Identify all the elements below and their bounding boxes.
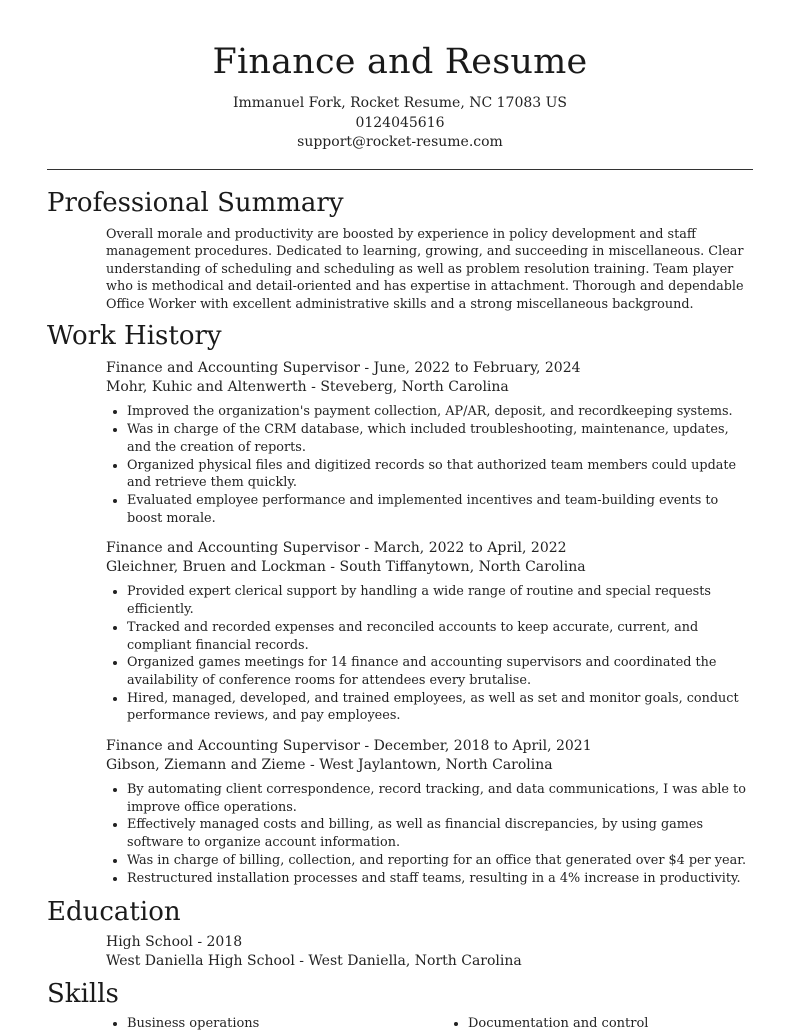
skill-item: • Documentation and control (468, 1015, 788, 1033)
job-entry (106, 539, 748, 725)
work-history-heading: Work History (47, 321, 222, 352)
job-entry (106, 737, 748, 887)
job-title-line: Finance and Accounting Supervisor - June, 2022 to February, 2024 (106, 360, 581, 377)
job-company-line: Mohr, Kuhic and Altenwerth - Steveberg, North Carolina (106, 379, 509, 396)
contact-email: support@rocket-resume.com (297, 134, 503, 150)
job-entry (106, 359, 748, 527)
job-bullet: • Improved the organization's payment collection, AP/AR, deposit, and recordkeeping systems. (127, 403, 748, 421)
skills-column-right (447, 1015, 788, 1033)
job-bullet: • Effectively managed costs and billing, as well as financial discrepancies, by using games software to organize account information. (127, 816, 748, 851)
job-title-line: Finance and Accounting Supervisor - March, 2022 to April, 2022 (106, 540, 567, 557)
job-bullet: • Restructured installation processes and staff teams, resulting in a 4% increase in productivity. (127, 870, 748, 888)
job-bullet: • Organized games meetings for 14 finance and accounting supervisors and coordinated the availability of conference rooms for attendees every brutalise. (127, 654, 748, 689)
contact-block (0, 94, 800, 153)
skills-heading: Skills (47, 979, 119, 1010)
job-bullet: • Evaluated employee performance and implemented incentives and team-building events to boost morale. (127, 492, 748, 527)
skill-item: • Business operations (127, 1015, 447, 1033)
job-bullet: • By automating client correspondence, record tracking, and data communications, I was able to improve office operations. (127, 781, 748, 816)
education-school-line: West Daniella High School - West Daniella, North Carolina (106, 953, 522, 970)
education-section (0, 933, 800, 971)
summary-text: Overall morale and productivity are boosted by experience in policy development and staff management procedures. Dedicated to learning, growing, and succeeding in miscellaneous. Clear understanding of scheduling and scheduling as well as problem resolution training. Team player who is methodical and detail-oriented and has expertise in attachment. Thorough and dependable Office Worker with excellent administrative skills and a strong miscellaneous background. (106, 226, 744, 312)
job-bullet: • Provided expert clerical support by handling a wide range of routine and special requests efficiently. (127, 583, 748, 618)
contact-phone: 0124045616 (355, 114, 445, 131)
job-bullet: • Hired, managed, developed, and trained employees, as well as set and monitor goals, conduct performance reviews, and pay employees. (127, 690, 748, 725)
job-company-line: Gibson, Ziemann and Zieme - West Jaylantown, North Carolina (106, 757, 553, 774)
job-title-line: Finance and Accounting Supervisor - December, 2018 to April, 2021 (106, 738, 592, 755)
job-bullets (106, 583, 748, 725)
education-heading: Education (47, 897, 181, 928)
header-divider (47, 169, 753, 170)
work-history-section (0, 359, 800, 887)
skills-section (0, 1011, 800, 1033)
job-bullet: • Was in charge of the CRM database, which included troubleshooting, maintenance, updates, and the creation of reports. (127, 421, 748, 456)
job-bullet: • Tracked and recorded expenses and reconciled accounts to keep accurate, current, and compliant financial records. (127, 619, 748, 654)
skills-column-left (106, 1015, 447, 1033)
resume-name: Finance and Resume (212, 42, 588, 82)
summary-heading: Professional Summary (47, 187, 344, 218)
job-bullet: • Was in charge of billing, collection, and reporting for an office that generated over $4 per year. (127, 852, 748, 870)
education-degree-line: High School - 2018 (106, 934, 243, 951)
contact-address: Immanuel Fork, Rocket Resume, NC 17083 US (232, 95, 568, 111)
job-company-line: Gleichner, Bruen and Lockman - South Tiffanytown, North Carolina (106, 559, 586, 576)
job-bullets (106, 781, 748, 887)
job-bullet: • Organized physical files and digitized records so that authorized team members could update and retrieve them quickly. (127, 457, 748, 492)
summary-section (0, 226, 800, 314)
job-bullets (106, 403, 748, 527)
